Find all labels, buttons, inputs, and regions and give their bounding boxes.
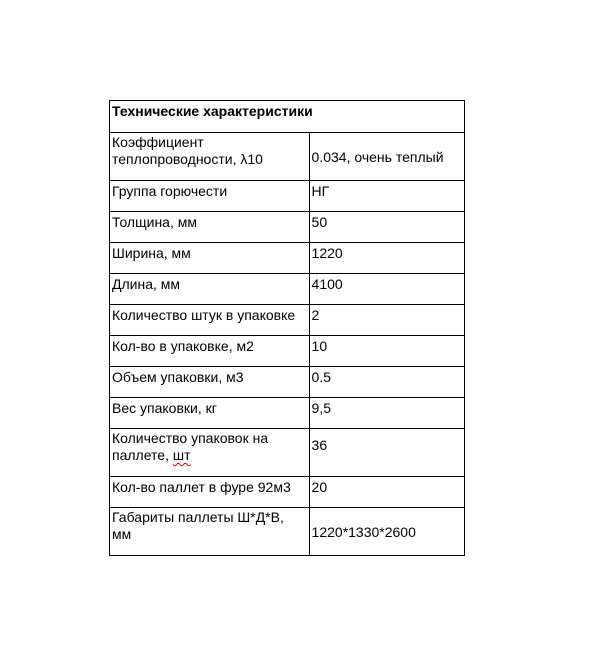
spellcheck-flagged-word: шт xyxy=(172,447,191,463)
spec-value: 50 xyxy=(309,212,464,243)
spec-value: 20 xyxy=(309,477,464,508)
spec-name: Габариты паллеты Ш*Д*В, мм xyxy=(110,508,310,556)
spec-name: Кол-во в упаковке, м2 xyxy=(110,336,310,367)
table-header-row xyxy=(110,101,465,133)
table-row xyxy=(110,212,465,243)
spec-name: Длина, мм xyxy=(110,274,310,305)
table-title: Технические характеристики xyxy=(110,101,465,133)
spec-value: 9,5 xyxy=(309,398,464,429)
spec-value: 1220 xyxy=(309,243,464,274)
table-row xyxy=(110,243,465,274)
table-row xyxy=(110,508,465,556)
table-row xyxy=(110,274,465,305)
table-row xyxy=(110,398,465,429)
table-row xyxy=(110,133,465,181)
specifications-table xyxy=(109,100,465,556)
spec-value: 10 xyxy=(309,336,464,367)
spec-value: 4100 xyxy=(309,274,464,305)
spec-value: 0.034, очень теплый xyxy=(309,133,464,181)
table-row xyxy=(110,336,465,367)
spec-name: Толщина, мм xyxy=(110,212,310,243)
spec-name-text: Количество упаковок на паллете, xyxy=(112,430,269,463)
table-row xyxy=(110,367,465,398)
table-row xyxy=(110,477,465,508)
spec-name: Группа горючести xyxy=(110,181,310,212)
table-row xyxy=(110,305,465,336)
spec-name: Вес упаковки, кг xyxy=(110,398,310,429)
spec-value: 2 xyxy=(309,305,464,336)
spec-name: Количество штук в упаковке xyxy=(110,305,310,336)
spec-value: 0.5 xyxy=(309,367,464,398)
table-row xyxy=(110,429,465,477)
spec-name: Ширина, мм xyxy=(110,243,310,274)
table-row xyxy=(110,181,465,212)
spec-value: НГ xyxy=(309,181,464,212)
spec-value: 1220*1330*2600 xyxy=(309,508,464,556)
spec-name xyxy=(110,429,310,477)
spec-name: Объем упаковки, м3 xyxy=(110,367,310,398)
spec-name: Коэффициент теплопроводности, λ10 xyxy=(110,133,310,181)
spec-value: 36 xyxy=(309,429,464,477)
spec-name: Кол-во паллет в фуре 92м3 xyxy=(110,477,310,508)
